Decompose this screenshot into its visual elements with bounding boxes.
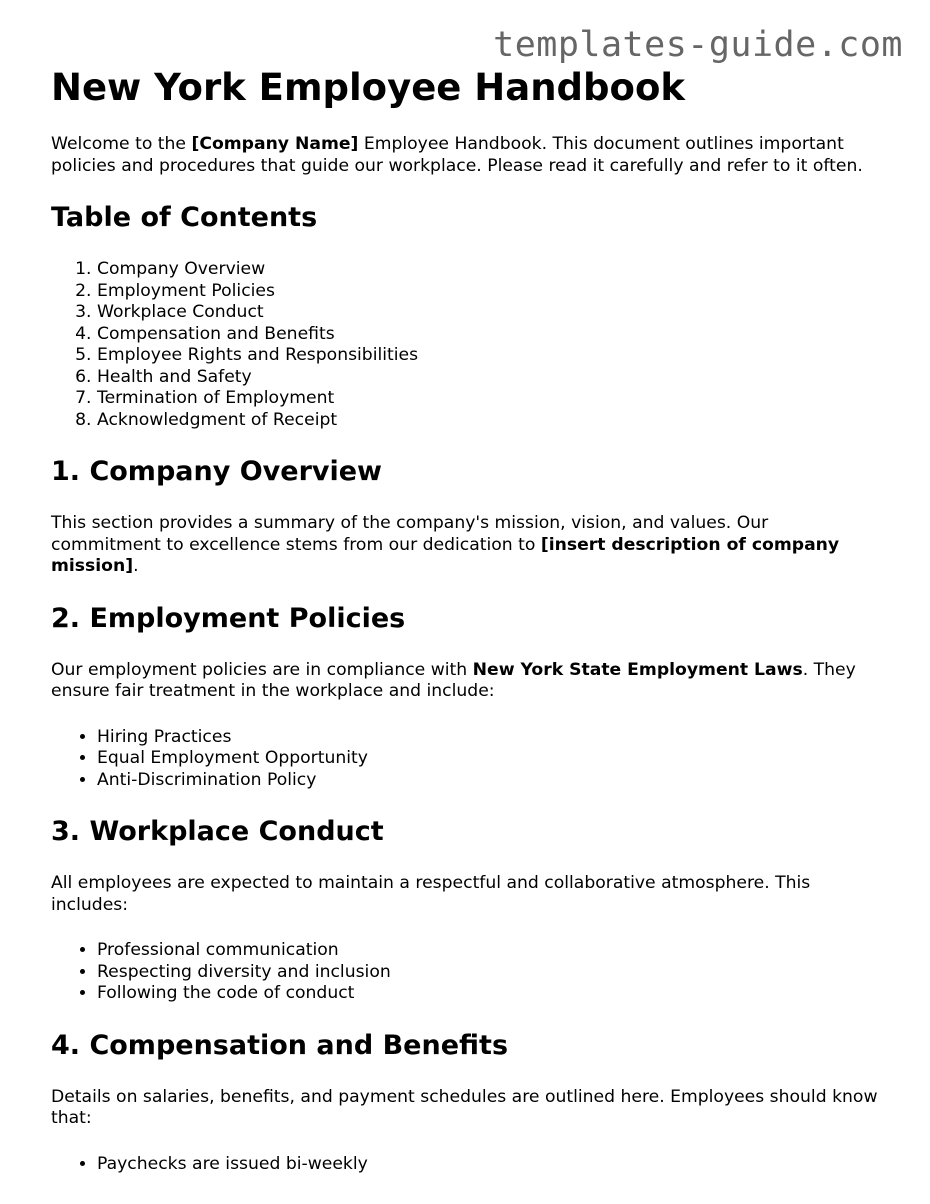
list-item: • Equal Employment Opportunity (97, 748, 881, 770)
company-name-placeholder: [Company Name] (191, 134, 359, 154)
page-title: New York Employee Handbook (51, 66, 685, 109)
section-text-workplace-conduct: All employees are expected to maintain a respectful and collaborative atmosphere. This includes: (51, 873, 811, 915)
toc-item: 4. Compensation and Benefits (97, 324, 881, 346)
list-item: • Hiring Practices (97, 727, 881, 749)
toc-heading: Table of Contents (51, 202, 318, 233)
toc-item: 1. Company Overview (97, 259, 881, 281)
intro-paragraph: Welcome to the [Company Name] Employee Handbook. This document outlines important policies and procedures that guide our workplace. Please read it carefully and refer to it often. (51, 134, 863, 176)
toc-item: 7. Termination of Employment (97, 388, 881, 410)
list-item: • Anti-Discrimination Policy (97, 770, 881, 792)
section-text-compensation: Details on salaries, benefits, and payment schedules are outlined here. Employees should know that: (51, 1086, 878, 1128)
toc-item: 6. Health and Safety (97, 367, 881, 389)
section-heading-employment-policies: 2. Employment Policies (51, 602, 406, 634)
watermark: templates-guide.com (493, 25, 903, 65)
section-text-employment-policies: Our employment policies are in compliance with New York State Employment Laws. They ensure fair treatment in the workplace and include: (51, 659, 856, 701)
toc-item: 3. Workplace Conduct (97, 302, 881, 324)
section-heading-company-overview: 1. Company Overview (51, 456, 383, 487)
section-text-company-overview: This section provides a summary of the company's mission, vision, and values. Our commitment to excellence stems from our dedication to [insert description of company mission]. (51, 513, 840, 576)
section-heading-compensation: 4. Compensation and Benefits (51, 1029, 509, 1061)
workplace-conduct-list (51, 940, 881, 1005)
list-item: • Following the code of conduct (97, 983, 881, 1005)
toc-list (51, 259, 881, 431)
list-item: • Respecting diversity and inclusion (97, 962, 881, 984)
toc-item: 2. Employment Policies (97, 281, 881, 303)
section-heading-workplace-conduct: 3. Workplace Conduct (51, 816, 384, 847)
toc-item: 8. Acknowledgment of Receipt (97, 410, 881, 432)
list-item: • Professional communication (97, 940, 881, 962)
compensation-list (51, 1154, 881, 1176)
list-item: • Paychecks are issued bi-weekly (97, 1154, 881, 1176)
document-page (51, 66, 881, 1199)
employment-policies-list (51, 727, 881, 792)
toc-item: 5. Employee Rights and Responsibilities (97, 345, 881, 367)
